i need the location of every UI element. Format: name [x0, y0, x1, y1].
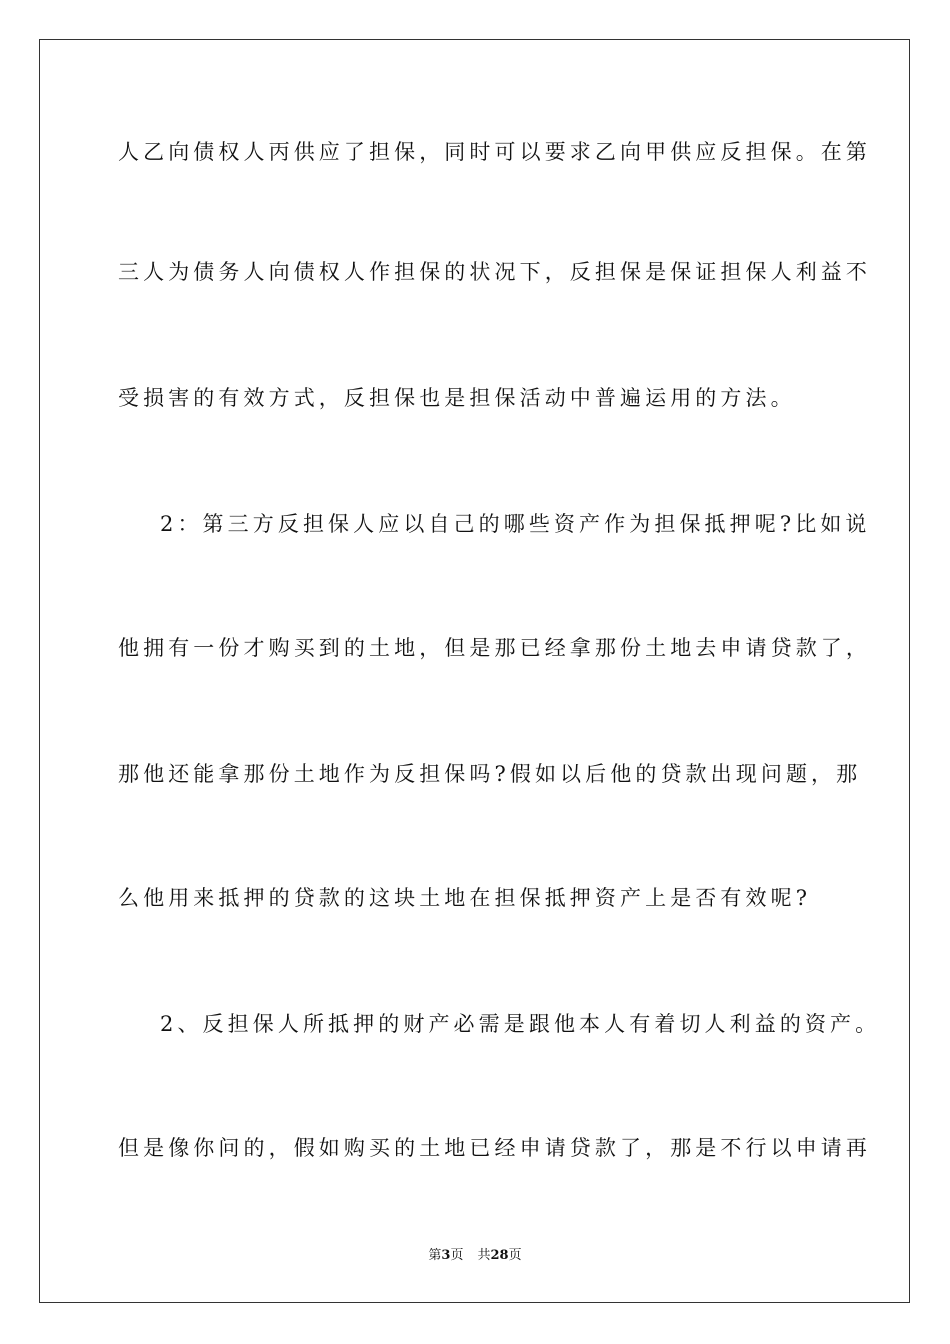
total-pages-suffix: 页: [508, 1248, 522, 1263]
body-text-line: 三人为债务人向债权人作担保的状况下，反担保是保证担保人利益不: [118, 260, 871, 284]
page-number-suffix: 页: [450, 1248, 464, 1263]
page-number: 3: [441, 1248, 451, 1263]
body-text-line-indented: 2、反担保人所抵押的财产必需是跟他本人有着切人利益的资产。: [160, 1012, 881, 1036]
body-text-line: 人乙向债权人丙供应了担保，同时可以要求乙向甲供应反担保。在第: [118, 140, 871, 164]
page-footer: [0, 1247, 950, 1265]
body-text-line: 么他用来抵押的贷款的这块土地在担保抵押资产上是否有效呢?: [118, 886, 812, 910]
body-text-line-indented: 2：第三方反担保人应以自己的哪些资产作为担保抵押呢?比如说: [160, 512, 871, 536]
page-border: [39, 39, 910, 1303]
total-pages-prefix: 共: [477, 1248, 491, 1263]
page-number-prefix: 第: [428, 1248, 442, 1263]
body-text-line: 受损害的有效方式，反担保也是担保活动中普遍运用的方法。: [118, 386, 796, 410]
body-text-line: 那他还能拿那份土地作为反担保吗?假如以后他的贷款出现问题，那: [118, 762, 862, 786]
body-text-line: 他拥有一份才购买到的土地，但是那已经拿那份土地去申请贷款了，: [118, 636, 871, 660]
total-pages: 28: [490, 1248, 509, 1263]
body-text-line: 但是像你问的，假如购买的土地已经申请贷款了，那是不行以申请再: [118, 1136, 871, 1160]
